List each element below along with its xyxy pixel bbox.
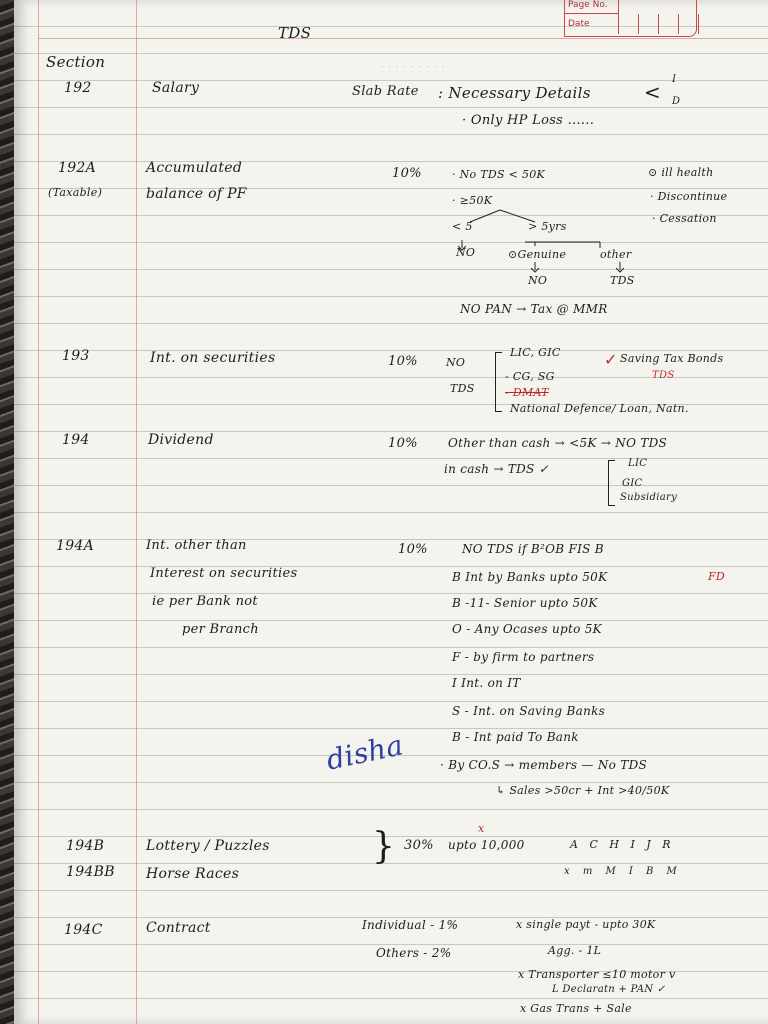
rate-194c-individual: Individual - 1% <box>362 918 459 932</box>
note-194a-r9: ↳ Sales >50cr + Int >40/50K <box>496 784 670 797</box>
page-no-label: Page No. <box>565 0 619 14</box>
page-title: TDS <box>278 24 312 42</box>
nature-194a-2: Interest on securities <box>150 566 298 581</box>
note-194a-r7: B - Int paid To Bank <box>452 730 579 744</box>
note-192-i: I <box>672 74 677 85</box>
note-194c-p1: x single payt - upto 30K <box>516 918 656 931</box>
note-194c-p4: L Declaratn + PAN ✓ <box>552 984 666 995</box>
note-194a-head: NO TDS if B²OB FIS B <box>462 542 604 556</box>
cond-cessation: · Cessation <box>652 212 717 225</box>
note-194a-r3: O - Any Ocases upto 5K <box>452 622 602 636</box>
nature-192a-2: balance of PF <box>146 186 247 202</box>
item-193-dmat: - DMAT <box>505 386 549 399</box>
note-194c-p2: Agg. - 1L <box>548 944 602 957</box>
margin-line-left <box>38 0 39 1024</box>
item-194-lic: LIC <box>628 458 648 469</box>
nature-194b: Lottery / Puzzles <box>146 838 270 854</box>
date-label: Date <box>565 14 619 34</box>
note-194a-r8: · By CO.S → members — No TDS <box>440 758 648 772</box>
branch-genuine-no: NO <box>528 274 548 287</box>
nature-194bb: Horse Races <box>146 866 240 882</box>
note-194b-x: x <box>478 822 485 835</box>
note-194c-p3: x Transporter ≤10 motor v <box>518 968 676 981</box>
note-194a-r5: I Int. on IT <box>452 676 521 690</box>
nature-194: Dividend <box>148 432 214 448</box>
section-194: 194 <box>62 432 90 448</box>
note-194a-r2: B -11- Senior upto 50K <box>452 596 598 610</box>
rate-192: Slab Rate <box>352 84 419 99</box>
note-194a-r4: F - by firm to partners <box>452 650 595 664</box>
rate-194c-others: Others - 2% <box>376 946 452 960</box>
rate-194a: 10% <box>398 542 428 557</box>
nature-192a-1: Accumulated <box>146 160 243 176</box>
note-192a-nopan: NO PAN → Tax @ MMR <box>460 302 608 316</box>
nature-194a-1: Int. other than <box>146 538 247 553</box>
item-193-national: National Defence/ Loan, Natn. <box>510 402 689 415</box>
note-192a-50k: · ≥50K <box>452 194 493 207</box>
note-194-other: Other than cash → <5K → NO TDS <box>448 436 668 450</box>
note-194a-fd: FD <box>708 570 726 583</box>
item-193-tds-red: TDS <box>652 370 675 381</box>
nature-194a-4: per Branch <box>182 622 259 637</box>
item-193-lic: LIC, GIC <box>510 346 561 359</box>
branch-other: other <box>600 248 632 261</box>
rate-192a: 10% <box>392 166 422 181</box>
note-193-no: NO <box>446 356 466 369</box>
section-192: 192 <box>64 80 92 96</box>
branch-genuine: ⊙Genuine <box>508 248 567 261</box>
note-194a-r6: S - Int. on Saving Banks <box>452 704 606 718</box>
section-194bb: 194BB <box>66 864 115 880</box>
date-cells <box>616 14 699 34</box>
signature: disha <box>323 728 407 777</box>
nature-194a-3: ie per Bank not <box>152 594 258 609</box>
rate-194: 10% <box>388 436 418 451</box>
note-194c-p5: x Gas Trans + Sale <box>520 1002 632 1015</box>
bleed-through-text: · · · · · · · · · <box>380 60 445 74</box>
margin-line-right <box>136 0 137 1024</box>
branch-no: NO <box>456 246 476 259</box>
section-192a-taxable: (Taxable) <box>48 186 103 199</box>
note-194-cash: in cash → TDS ✓ <box>444 462 550 476</box>
item-193-cgsg: - CG, SG <box>505 370 555 383</box>
angle-bracket-icon: < <box>644 80 662 104</box>
rate-193: 10% <box>388 354 418 369</box>
tick-icon: ✓ <box>604 350 618 369</box>
cond-ill-health: ⊙ ill health <box>648 166 714 179</box>
branch-gt5: > 5yrs <box>528 220 567 233</box>
header-rule <box>38 38 768 39</box>
section-heading: Section <box>46 53 106 71</box>
note-194b-upto: upto 10,000 <box>448 838 525 852</box>
section-194c: 194C <box>64 922 103 938</box>
note-194b-letters: A C H I J R <box>570 838 675 851</box>
section-193: 193 <box>62 348 90 364</box>
section-192a: 192A <box>58 160 97 176</box>
item-194-gic: GIC <box>622 478 643 489</box>
nature-193: Int. on securities <box>150 350 276 366</box>
note-194b-codes: x m M I B M <box>564 866 682 877</box>
nature-192: Salary <box>152 80 200 96</box>
note-193-tds: TDS <box>450 382 475 395</box>
page-date-box <box>564 0 697 37</box>
note-194a-r1: B Int by Banks upto 50K <box>452 570 608 584</box>
rate-194b: 30% <box>404 838 434 853</box>
branch-other-tds: TDS <box>610 274 635 287</box>
section-194b: 194B <box>66 838 105 854</box>
note-192-hp: · Only HP Loss ...... <box>462 113 595 128</box>
section-194a: 194A <box>56 538 95 554</box>
note-192-details: : Necessary Details <box>438 84 591 102</box>
branch-lt5: < 5 <box>452 220 473 233</box>
bracket-194 <box>608 460 615 506</box>
bracket-193 <box>495 352 502 412</box>
nature-194c: Contract <box>146 920 211 936</box>
note-192a-no-tds: · No TDS < 50K <box>452 168 546 181</box>
note-192-d: D <box>672 96 681 107</box>
item-193-saving: Saving Tax Bonds <box>620 352 724 365</box>
curly-brace-icon: } <box>372 826 395 867</box>
item-194-subsidiary: Subsidiary <box>620 492 678 503</box>
cond-discontinue: · Discontinue <box>650 190 728 203</box>
